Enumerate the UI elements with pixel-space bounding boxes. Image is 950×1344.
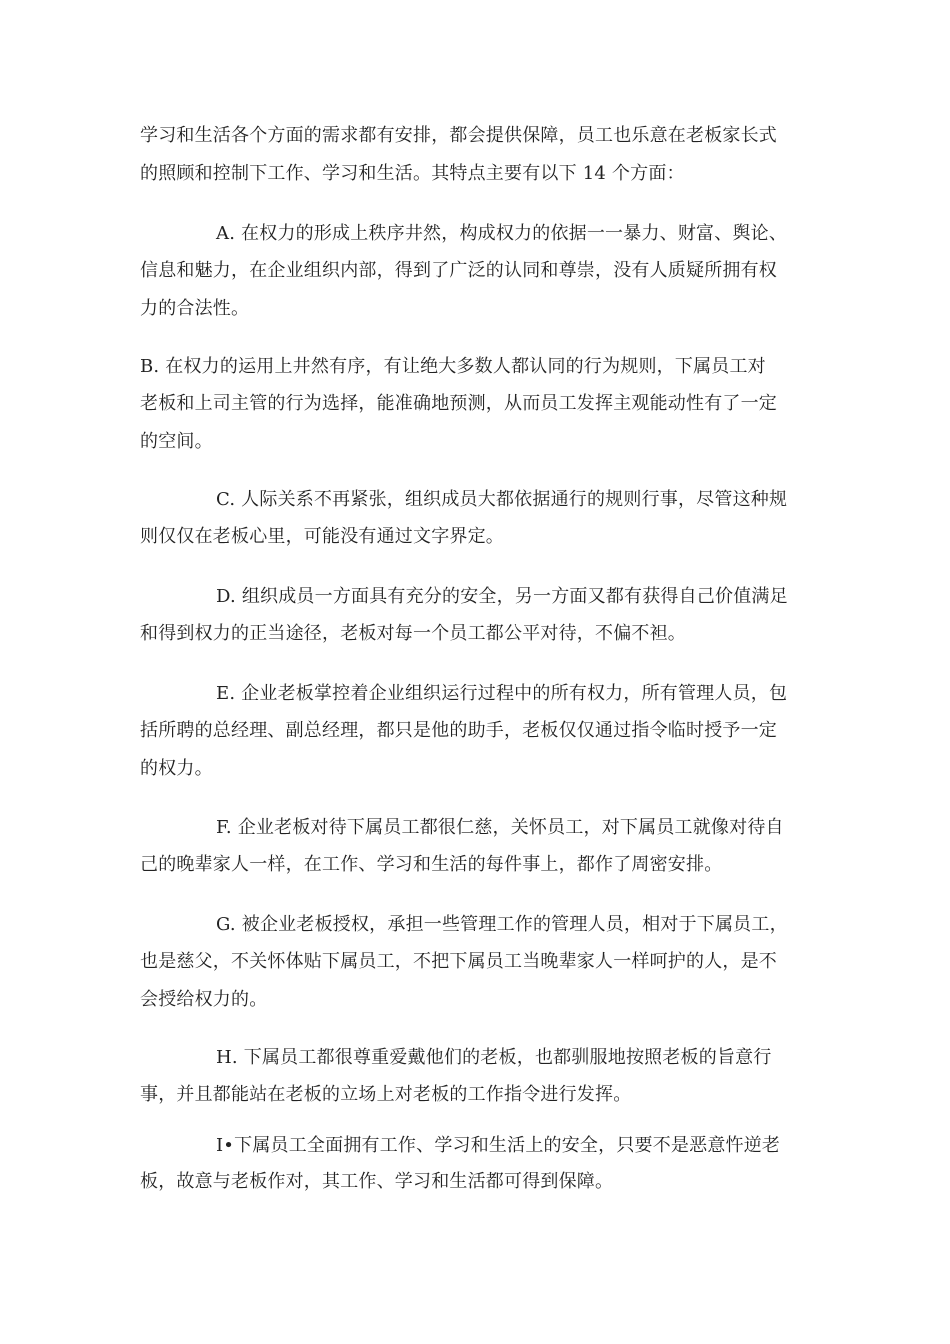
paragraph-d-line-1: D. 组织成员一方面具有充分的安全，另一方面又都有获得自己价值满足 (216, 586, 788, 607)
paragraph-h-line-1: H. 下属员工都很尊重爱戴他们的老板，也都驯服地按照老板的旨意行 (216, 1047, 772, 1068)
paragraph-e-line-2: 括所聘的总经理、副总经理，都只是他的助手，老板仅仅通过指令临时授予一定 (140, 720, 777, 741)
paragraph-i-line-1: I•下属员工全面拥有工作、学习和生活上的安全，只要不是恶意忤逆老 (216, 1135, 781, 1156)
paragraph-e-line-1: E. 企业老板掌控着企业组织运行过程中的所有权力，所有管理人员，包 (216, 683, 788, 704)
paragraph-c-line-1: C. 人际关系不再紧张，组织成员大都依据通行的规则行事，尽管这种规 (216, 489, 788, 510)
paragraph-d-line-2: 和得到权力的正当途径，老板对每一个员工都公平对待，不偏不袒。 (140, 623, 686, 644)
paragraph-intro-line-2: 的照顾和控制下工作、学习和生活。其特点主要有以下 14 个方面： (140, 163, 685, 184)
paragraph-g-line-2: 也是慈父，不关怀体贴下属员工，不把下属员工当晚辈家人一样呵护的人，是不 (140, 951, 777, 972)
paragraph-b-line-1: B. 在权力的运用上井然有序，有让绝大多数人都认同的行为规则，下属员工对 (140, 356, 766, 377)
paragraph-a-line-3: 力的合法性。 (140, 298, 250, 319)
paragraph-g-line-1: G. 被企业老板授权，承担一些管理工作的管理人员，相对于下属员工， (216, 914, 788, 935)
paragraph-b-line-3: 的空间。 (140, 431, 213, 452)
paragraph-g-line-3: 会授给权力的。 (140, 989, 268, 1010)
paragraph-i-line-2: 板，故意与老板作对，其工作、学习和生活都可得到保障。 (140, 1171, 614, 1192)
paragraph-b-line-2: 老板和上司主管的行为选择，能准确地预测，从而员工发挥主观能动性有了一定 (140, 393, 777, 414)
paragraph-a-line-1: A. 在权力的形成上秩序井然，构成权力的依据一一暴力、财富、舆论、 (216, 223, 788, 244)
paragraph-f-line-2: 己的晚辈家人一样，在工作、学习和生活的每件事上，都作了周密安排。 (140, 854, 723, 875)
paragraph-c-line-2: 则仅仅在老板心里，可能没有通过文字界定。 (140, 526, 504, 547)
paragraph-h-line-2: 事，并且都能站在老板的立场上对老板的工作指令进行发挥。 (140, 1084, 632, 1105)
paragraph-e-line-3: 的权力。 (140, 758, 213, 779)
paragraph-f-line-1: F. 企业老板对待下属员工都很仁慈，关怀员工，对下属员工就像对待自 (216, 817, 784, 838)
paragraph-intro-line-1: 学习和生活各个方面的需求都有安排，都会提供保障，员工也乐意在老板家长式 (140, 125, 777, 146)
paragraph-a-line-2: 信息和魅力，在企业组织内部，得到了广泛的认同和尊崇，没有人质疑所拥有权 (140, 260, 777, 281)
